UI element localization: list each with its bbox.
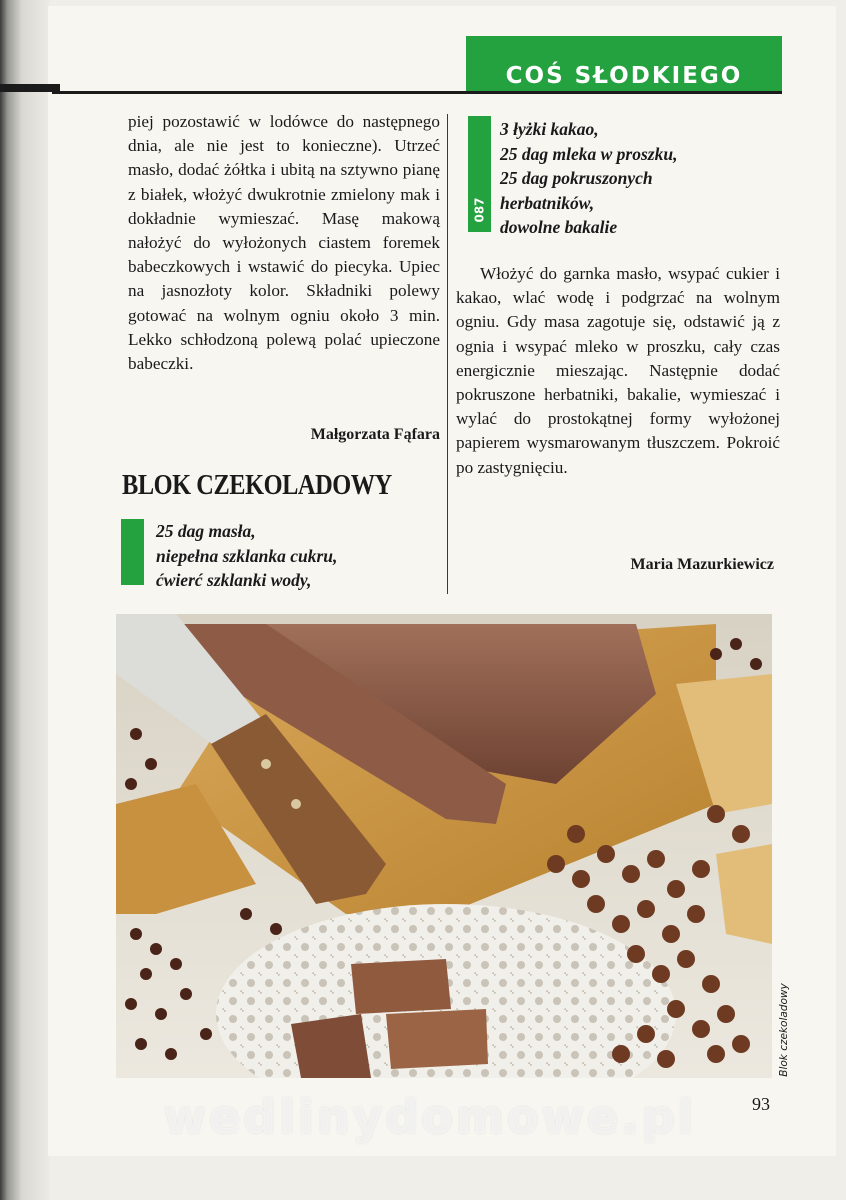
photo-caption bbox=[774, 970, 794, 1090]
chocolate-piece bbox=[351, 959, 451, 1014]
left-column-paragraph: piej pozostawić w lodówce do następnego dnia, ale nie jest to konieczne). Utrzeć masło, dodać żółtka i ubitą na sztywno pianę z białek, włożyć dwukrotnie zmielony mak i dokładnie wymieszać. Masę makową nałożyć do wyłożonych ciastem foremek babeczkowych i wstawić do piecyka. Upiec na jasnozłoty kolor. Składniki polewy gotować na wolnym ogniu około 3 min. Lekko schłodzoną polewą polać upieczone babeczki. bbox=[128, 112, 440, 374]
ingredient-item: ćwierć szklanki wody, bbox=[156, 570, 312, 590]
method-text bbox=[456, 262, 780, 480]
watermark: wedlinydomowe.pl bbox=[163, 1090, 697, 1144]
left-column-text bbox=[128, 110, 440, 376]
ingredients-marker-left bbox=[121, 519, 144, 585]
binding-mark bbox=[0, 84, 60, 92]
recipe-photo bbox=[116, 614, 772, 1078]
ingredient-item: dowolne bakalie bbox=[500, 217, 618, 237]
ingredient-item: 3 łyżki kakao, bbox=[500, 119, 599, 139]
book-binding bbox=[0, 0, 50, 1200]
chocolate-piece bbox=[291, 1014, 371, 1078]
ingredients-list-right bbox=[500, 117, 790, 240]
page-number: 93 bbox=[752, 1094, 770, 1114]
chocolate-piece bbox=[386, 1009, 488, 1069]
recipe-signature: Maria Mazurkiewicz bbox=[630, 556, 774, 573]
ingredients-list-left bbox=[156, 519, 446, 593]
ingredient-item: niepełna szklanka cukru, bbox=[156, 545, 338, 566]
ingredient-item: 25 dag pokruszonych bbox=[500, 168, 653, 188]
ingredient-item: herbatników, bbox=[500, 192, 595, 213]
page-code-text: 087 bbox=[472, 197, 487, 223]
method-paragraph: Włożyć do garnka masło, wsypać cukier i kakao, wlać wodę i podgrzać na wolnym ogniu. Gdy masa zagotuje się, odstawić ją z ognia i wsypać mleko w proszku, cały czas energicznie mieszając. Następnie dodać pokruszone herbatniki, bakalie, wymieszać i wylać do prostokątnej formy wyłożonej papierem wysmarowanym tłuszczem. Pokroić po zastygnięciu. bbox=[456, 264, 780, 477]
photo-illustration bbox=[116, 614, 772, 1078]
left-signature: Małgorzata Fąfara bbox=[310, 426, 440, 443]
header-rule bbox=[52, 91, 782, 94]
ingredient-item: 25 dag mleka w proszku, bbox=[500, 143, 678, 164]
photo-caption-text: Blok czekoladowy bbox=[778, 983, 790, 1077]
page-code bbox=[468, 190, 491, 230]
column-divider bbox=[447, 114, 448, 594]
section-tag: COŚ SŁODKIEGO bbox=[466, 36, 782, 93]
ingredient-item: 25 dag masła, bbox=[156, 521, 256, 541]
recipe-title: BLOK CZEKOLADOWY bbox=[122, 470, 392, 501]
